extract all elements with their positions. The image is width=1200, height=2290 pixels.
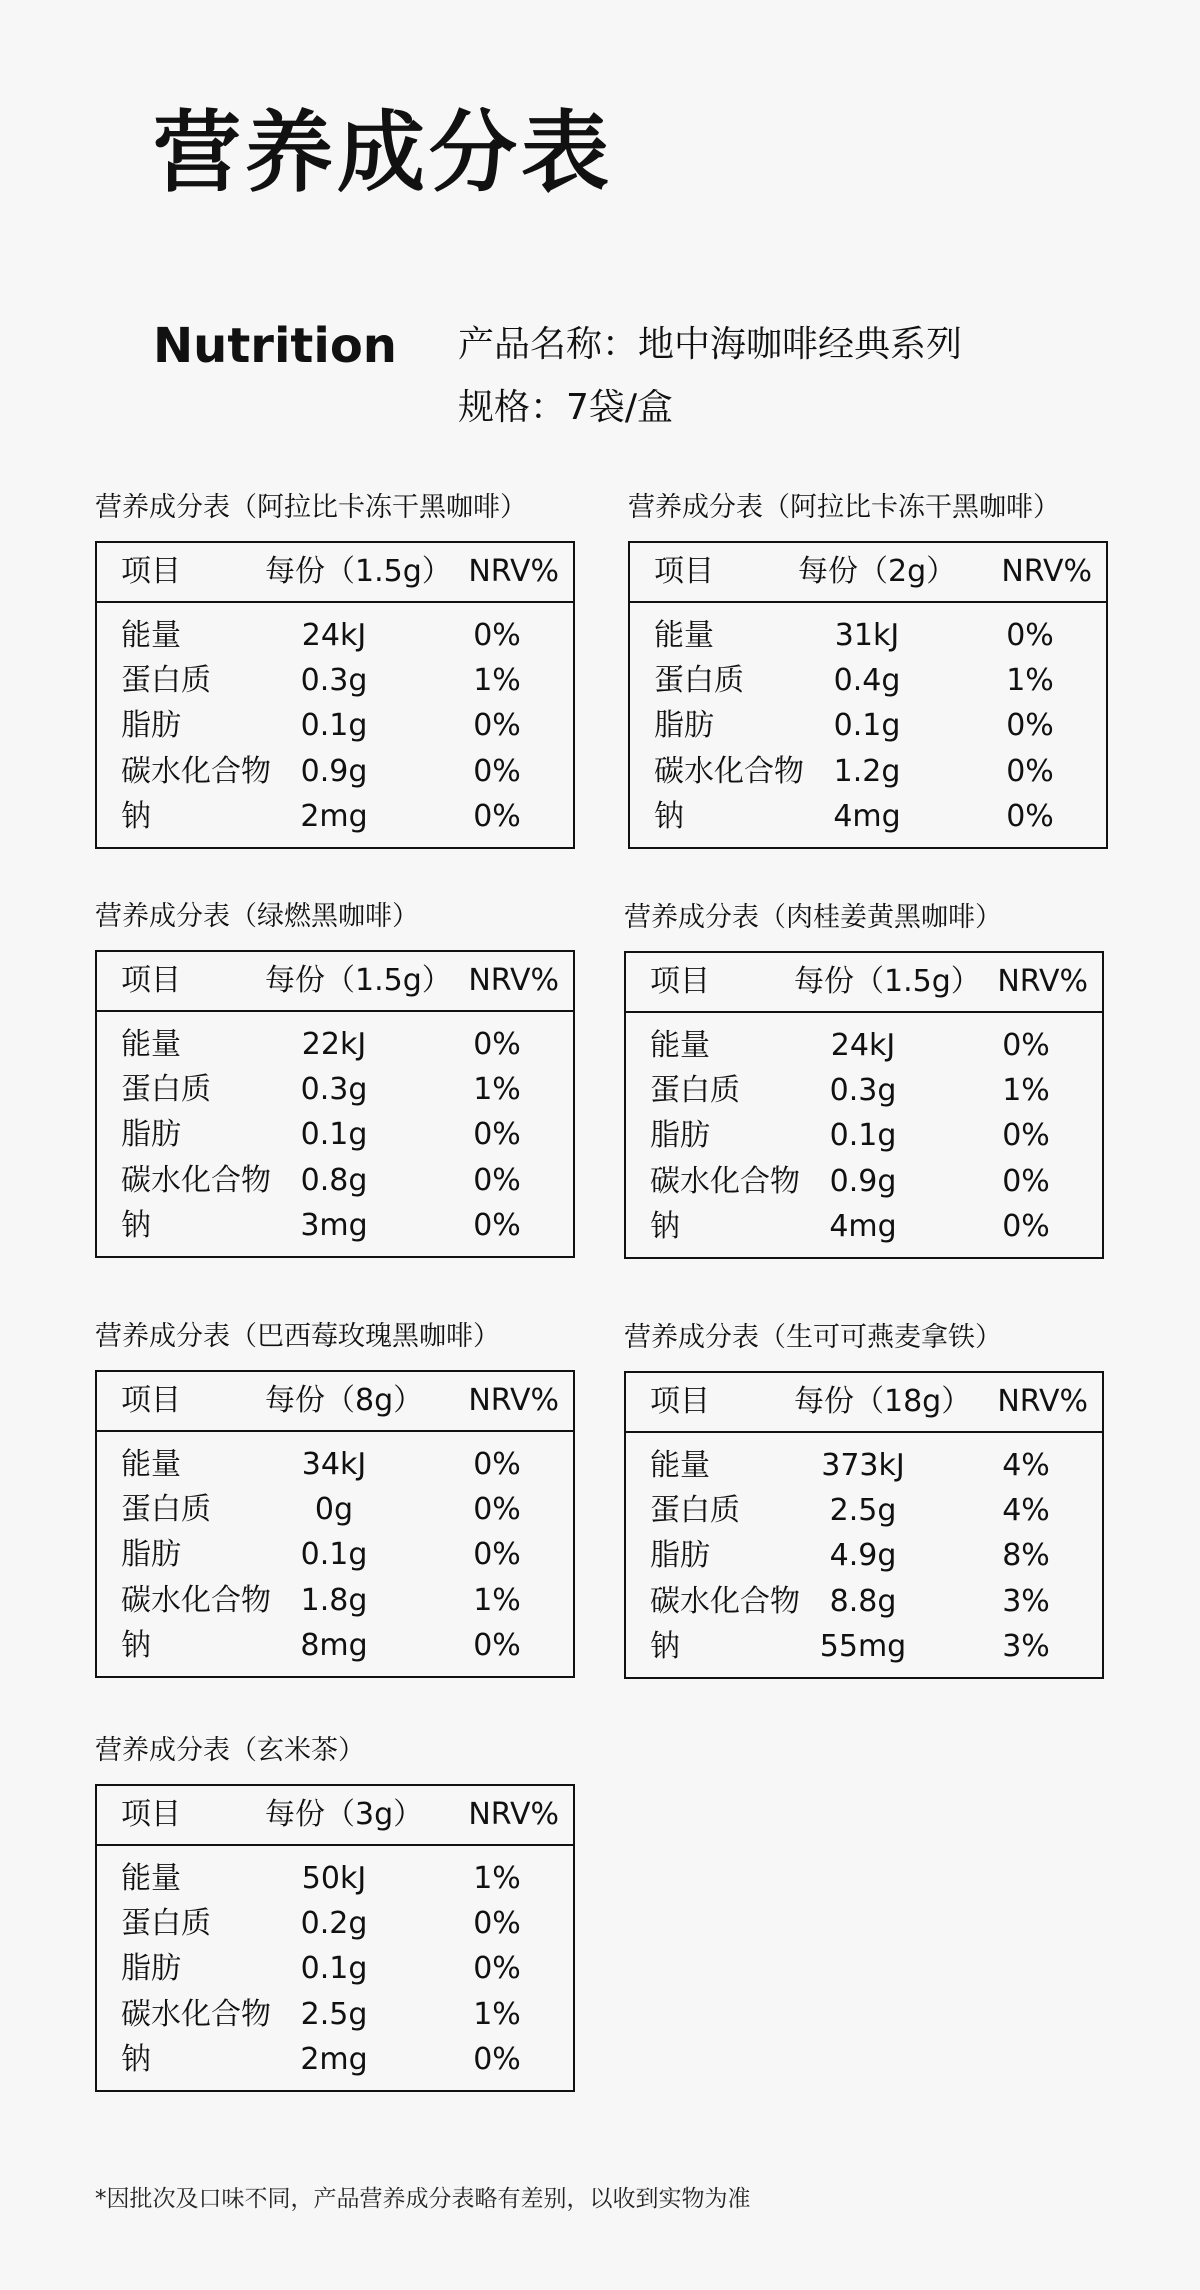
- row-label: 碳水化合物: [654, 754, 804, 789]
- table-header: [97, 543, 573, 603]
- row-value: 1.8g: [300, 1583, 368, 1618]
- row-value: 0.9g: [829, 1164, 897, 1199]
- header-item: 项目: [650, 964, 710, 999]
- row-nrv: 4%: [1002, 1493, 1050, 1528]
- nutrition-block-3: [624, 895, 1104, 1259]
- row-label: 脂肪: [121, 1951, 181, 1986]
- nutrition-table-title: 营养成分表（肉桂姜黄黑咖啡）: [624, 902, 1002, 933]
- row-value: 24kJ: [301, 618, 367, 653]
- row-value: 0.1g: [300, 1537, 368, 1572]
- row-nrv: 4%: [1002, 1448, 1050, 1483]
- row-label: 蛋白质: [650, 1493, 740, 1528]
- header-serving: 每份（1.5g）: [794, 964, 981, 999]
- nutrition-label: Nutrition: [153, 318, 397, 374]
- row-label: 钠: [121, 799, 151, 834]
- header-serving: 每份（8g）: [265, 1383, 424, 1418]
- row-value: 4mg: [829, 1209, 897, 1244]
- nutrition-table: [628, 541, 1108, 849]
- row-label: 能量: [654, 618, 714, 653]
- table-header: [630, 543, 1106, 603]
- row-label: 钠: [121, 2042, 151, 2077]
- row-label: 脂肪: [121, 1117, 181, 1152]
- row-value: 2mg: [300, 2042, 368, 2077]
- row-nrv: 0%: [473, 2042, 521, 2077]
- row-nrv: 1%: [1002, 1073, 1050, 1108]
- row-label: 钠: [121, 1208, 151, 1243]
- row-value: 0.4g: [833, 663, 901, 698]
- row-label: 蛋白质: [654, 663, 744, 698]
- header-item: 项目: [650, 1384, 710, 1419]
- row-value: 2mg: [300, 799, 368, 834]
- header-item: 项目: [121, 554, 181, 589]
- table-body: [626, 1013, 1102, 1257]
- row-nrv: 0%: [473, 1906, 521, 1941]
- page-title: 营养成分表: [153, 101, 614, 204]
- nutrition-table-title: 营养成分表（绿燃黑咖啡）: [95, 901, 419, 932]
- row-value: 0.1g: [829, 1118, 897, 1153]
- table-body: [630, 603, 1106, 847]
- nutrition-table-title: 营养成分表（阿拉比卡冻干黑咖啡）: [95, 492, 527, 523]
- footer-note: *因批次及口味不同，产品营养成分表略有差别，以收到实物为准: [95, 2186, 751, 2212]
- row-nrv: 3%: [1002, 1629, 1050, 1664]
- header-nrv: NRV%: [997, 964, 1088, 999]
- row-value: 3mg: [300, 1208, 368, 1243]
- row-value: 8.8g: [829, 1584, 897, 1619]
- row-label: 蛋白质: [650, 1073, 740, 1108]
- table-body: [97, 1012, 573, 1256]
- table-header: [97, 1372, 573, 1432]
- row-value: 0.1g: [300, 1117, 368, 1152]
- row-nrv: 1%: [473, 663, 521, 698]
- row-value: 373kJ: [821, 1448, 905, 1483]
- table-header: [97, 1786, 573, 1846]
- row-nrv: 1%: [473, 1997, 521, 2032]
- header-serving: 每份（18g）: [794, 1384, 972, 1419]
- row-label: 能量: [121, 1861, 181, 1896]
- row-label: 脂肪: [121, 1537, 181, 1572]
- header-nrv: NRV%: [468, 1383, 559, 1418]
- row-nrv: 1%: [473, 1072, 521, 1107]
- nutrition-block-6: [95, 1728, 575, 2092]
- row-label: 能量: [650, 1028, 710, 1063]
- row-nrv: 0%: [1002, 1118, 1050, 1153]
- row-label: 钠: [650, 1209, 680, 1244]
- table-body: [97, 1432, 573, 1676]
- row-value: 4.9g: [829, 1538, 897, 1573]
- header-item: 项目: [121, 963, 181, 998]
- nutrition-block-5: [624, 1315, 1104, 1679]
- row-value: 0.1g: [300, 708, 368, 743]
- row-nrv: 1%: [473, 1583, 521, 1618]
- nutrition-table-title: 营养成分表（生可可燕麦拿铁）: [624, 1322, 1002, 1353]
- row-nrv: 0%: [473, 1628, 521, 1663]
- row-label: 碳水化合物: [121, 1997, 271, 2032]
- row-nrv: 0%: [1006, 708, 1054, 743]
- row-value: 4mg: [833, 799, 901, 834]
- row-label: 脂肪: [650, 1538, 710, 1573]
- row-value: 24kJ: [830, 1028, 896, 1063]
- row-nrv: 0%: [1002, 1209, 1050, 1244]
- row-label: 碳水化合物: [121, 1583, 271, 1618]
- row-nrv: 0%: [473, 754, 521, 789]
- product-spec: 规格：7袋/盒: [458, 387, 674, 428]
- row-value: 0.9g: [300, 754, 368, 789]
- header-serving: 每份（2g）: [798, 554, 957, 589]
- row-nrv: 0%: [1002, 1164, 1050, 1199]
- nutrition-table: [95, 1370, 575, 1678]
- header-serving: 每份（1.5g）: [265, 554, 452, 589]
- nutrition-block-4: [95, 1314, 575, 1678]
- row-label: 能量: [121, 618, 181, 653]
- product-name: 产品名称：地中海咖啡经典系列: [458, 324, 963, 365]
- row-nrv: 0%: [473, 799, 521, 834]
- header-nrv: NRV%: [1001, 554, 1092, 589]
- row-label: 钠: [654, 799, 684, 834]
- nutrition-table: [624, 1371, 1104, 1679]
- table-header: [626, 1373, 1102, 1433]
- row-label: 蛋白质: [121, 663, 211, 698]
- row-nrv: 3%: [1002, 1584, 1050, 1619]
- row-nrv: 0%: [473, 1163, 521, 1198]
- table-body: [97, 603, 573, 847]
- header-nrv: NRV%: [997, 1384, 1088, 1419]
- row-nrv: 0%: [473, 1951, 521, 1986]
- table-body: [626, 1433, 1102, 1677]
- row-nrv: 0%: [1006, 618, 1054, 653]
- row-value: 0.8g: [300, 1163, 368, 1198]
- header-nrv: NRV%: [468, 554, 559, 589]
- row-label: 碳水化合物: [121, 754, 271, 789]
- row-nrv: 0%: [473, 708, 521, 743]
- row-value: 0g: [314, 1492, 354, 1527]
- row-nrv: 1%: [473, 1861, 521, 1896]
- nutrition-block-1: [628, 485, 1108, 849]
- row-label: 碳水化合物: [121, 1163, 271, 1198]
- table-header: [626, 953, 1102, 1013]
- nutrition-table: [95, 1784, 575, 2092]
- header-item: 项目: [121, 1797, 181, 1832]
- row-value: 0.3g: [829, 1073, 897, 1108]
- row-value: 0.1g: [300, 1951, 368, 1986]
- row-value: 0.2g: [300, 1906, 368, 1941]
- row-nrv: 0%: [473, 1027, 521, 1062]
- nutrition-table-title: 营养成分表（阿拉比卡冻干黑咖啡）: [628, 492, 1060, 523]
- nutrition-block-2: [95, 894, 575, 1258]
- table-body: [97, 1846, 573, 2090]
- row-label: 蛋白质: [121, 1492, 211, 1527]
- table-header: [97, 952, 573, 1012]
- row-value: 50kJ: [301, 1861, 367, 1896]
- row-label: 能量: [121, 1027, 181, 1062]
- row-nrv: 0%: [1006, 754, 1054, 789]
- row-label: 蛋白质: [121, 1072, 211, 1107]
- nutrition-table: [95, 541, 575, 849]
- row-nrv: 0%: [473, 1117, 521, 1152]
- row-nrv: 0%: [473, 1492, 521, 1527]
- row-label: 钠: [121, 1628, 151, 1663]
- row-label: 脂肪: [654, 708, 714, 743]
- row-nrv: 0%: [1006, 799, 1054, 834]
- row-nrv: 0%: [473, 1537, 521, 1572]
- row-nrv: 0%: [473, 1447, 521, 1482]
- nutrition-block-0: [95, 485, 575, 849]
- row-nrv: 0%: [473, 1208, 521, 1243]
- row-value: 34kJ: [301, 1447, 367, 1482]
- row-label: 能量: [121, 1447, 181, 1482]
- row-label: 脂肪: [121, 708, 181, 743]
- row-nrv: 0%: [1002, 1028, 1050, 1063]
- row-label: 钠: [650, 1629, 680, 1664]
- row-nrv: 8%: [1002, 1538, 1050, 1573]
- row-label: 碳水化合物: [650, 1584, 800, 1619]
- nutrition-table: [624, 951, 1104, 1259]
- header-item: 项目: [121, 1383, 181, 1418]
- row-value: 8mg: [300, 1628, 368, 1663]
- row-label: 脂肪: [650, 1118, 710, 1153]
- row-value: 1.2g: [833, 754, 901, 789]
- nutrition-table-title: 营养成分表（巴西莓玫瑰黑咖啡）: [95, 1321, 500, 1352]
- row-value: 2.5g: [300, 1997, 368, 2032]
- row-value: 0.3g: [300, 1072, 368, 1107]
- header-nrv: NRV%: [468, 1797, 559, 1832]
- nutrition-table-title: 营养成分表（玄米茶）: [95, 1735, 365, 1766]
- row-label: 蛋白质: [121, 1906, 211, 1941]
- nutrition-table: [95, 950, 575, 1258]
- row-nrv: 0%: [473, 618, 521, 653]
- row-label: 能量: [650, 1448, 710, 1483]
- row-value: 0.1g: [833, 708, 901, 743]
- row-label: 碳水化合物: [650, 1164, 800, 1199]
- header-serving: 每份（3g）: [265, 1797, 424, 1832]
- row-value: 31kJ: [834, 618, 900, 653]
- row-nrv: 1%: [1006, 663, 1054, 698]
- row-value: 22kJ: [301, 1027, 367, 1062]
- row-value: 0.3g: [300, 663, 368, 698]
- row-value: 55mg: [819, 1629, 907, 1664]
- row-value: 2.5g: [829, 1493, 897, 1528]
- header-serving: 每份（1.5g）: [265, 963, 452, 998]
- header-item: 项目: [654, 554, 714, 589]
- header-nrv: NRV%: [468, 963, 559, 998]
